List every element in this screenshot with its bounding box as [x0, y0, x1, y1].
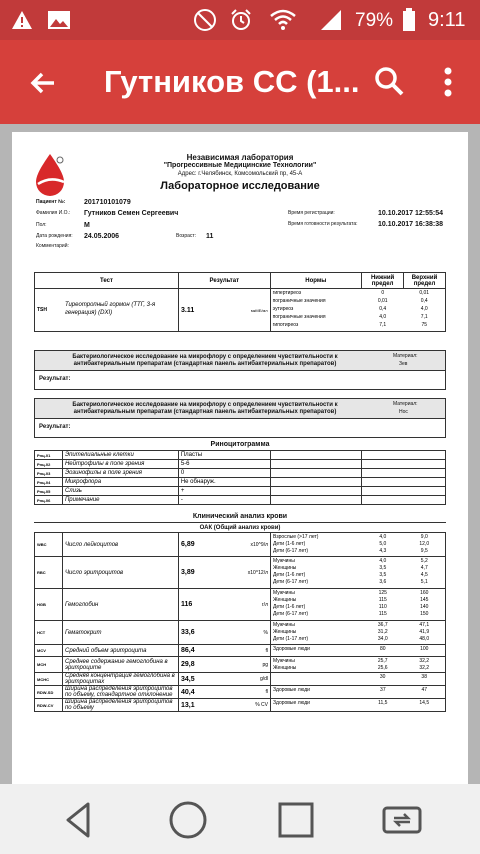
norm-label: Дети (1-17 лет)	[273, 635, 309, 642]
cbc-name: Средний объем эритроцита	[63, 645, 179, 657]
rino-value: Не обнаруж.	[178, 478, 270, 487]
cbc-name: Число лейкоцитов	[63, 533, 179, 557]
battery-percent: 79%	[355, 10, 394, 31]
norm-row	[271, 596, 445, 603]
norm-row	[271, 557, 445, 564]
rino-name: Слизь	[62, 487, 178, 496]
rino-row	[35, 469, 446, 478]
norm-low: 25,6	[377, 664, 388, 671]
cbc-result	[179, 699, 271, 712]
bact2-result-label: Результат:	[39, 424, 71, 430]
norm-row	[271, 610, 445, 617]
norm-label: Дети (6-17 лет)	[273, 578, 309, 585]
cbc-code: RBC	[35, 557, 63, 589]
rino-empty	[270, 496, 362, 505]
cbc-norms-table	[271, 686, 445, 693]
norm-low: 4,0	[379, 557, 387, 564]
patient-name: Гутников Семен Сергеевич	[84, 210, 179, 217]
cbc-row	[35, 589, 446, 621]
norm-high: 4,5	[420, 571, 428, 578]
norm-high: 9,0	[420, 533, 428, 540]
dob-label: Дата рождения:	[36, 233, 73, 239]
rino-table	[34, 450, 446, 505]
norm-low: 3,5	[379, 571, 387, 578]
cbc-row	[35, 645, 446, 657]
norm-label: Женщины	[273, 564, 297, 571]
tsh-test-cell	[35, 289, 179, 332]
norm-low: 34,0	[377, 635, 388, 642]
norm-low: 5,0	[379, 540, 387, 547]
tsh-unit: мкМЕ/мл	[250, 307, 268, 313]
norm-low: 80	[380, 645, 386, 652]
norm-row	[271, 313, 445, 321]
rino-empty	[362, 451, 446, 460]
cbc-norms-table	[271, 533, 445, 554]
norm-low: 115	[378, 596, 387, 603]
norm-low: 3,6	[379, 578, 387, 585]
norm-high: 4,0	[420, 306, 428, 312]
rino-empty	[362, 460, 446, 469]
cbc-row	[35, 699, 446, 712]
tsh-norms-table	[271, 289, 445, 329]
patient-no: 201710101079	[84, 199, 131, 206]
norm-label: пограничные значения	[272, 298, 326, 304]
home-circle-icon[interactable]	[166, 798, 210, 842]
norm-row	[271, 571, 445, 578]
norm-row	[271, 305, 445, 313]
patient-sex: М	[84, 222, 90, 229]
cbc-norms	[271, 621, 446, 645]
norm-row	[271, 297, 445, 305]
norm-low: 4,0	[379, 314, 387, 320]
norm-row	[271, 540, 445, 547]
cbc-unit: fl	[265, 689, 268, 695]
rino-value: Пласты	[178, 451, 270, 460]
norm-label: Взрослые (>17 лет)	[273, 533, 319, 540]
norm-high: 140	[420, 603, 429, 610]
bact1-title: Бактериологическое исследование на микрофлору с определением чувствительности к антибактериальным препаратам (стандартная панель антибактериальных препаратов)	[72, 354, 338, 368]
alarm-icon	[228, 8, 254, 32]
rino-code: Рнц-05	[35, 487, 63, 496]
cbc-value: 13,1	[181, 701, 195, 709]
bact2-material: Нос	[399, 409, 408, 415]
cbc-name: Гематокрит	[63, 621, 179, 645]
cbc-code: RDW-CV	[35, 699, 63, 712]
cbc-row	[35, 673, 446, 686]
rotate-screen-icon[interactable]	[380, 798, 424, 842]
cbc-name: Ширина распределения эритроцитов по объему	[63, 699, 179, 712]
norm-label: Дети (1-6 лет)	[273, 540, 306, 547]
norm-row	[271, 589, 445, 596]
cbc-result	[179, 589, 271, 621]
bact1-result-label: Результат:	[39, 376, 71, 382]
tsh-norms	[271, 289, 445, 329]
cbc-norms-table	[271, 673, 445, 680]
age-label: Возраст:	[176, 233, 197, 239]
norm-row	[271, 547, 445, 554]
norm-label: Здоровые люди	[273, 686, 310, 693]
cbc-unit: % CV	[255, 702, 268, 708]
cbc-unit: pg	[262, 661, 268, 668]
col-high: Верхний предел	[404, 273, 446, 289]
norm-low: 110	[378, 603, 387, 610]
rino-value: -	[178, 496, 270, 505]
more-vert-icon[interactable]	[438, 64, 458, 100]
cbc-value: 29,8	[181, 661, 195, 668]
rino-value: +	[178, 487, 270, 496]
cbc-name: Средняя концентрация гемоглобина в эритроцитах	[63, 673, 179, 686]
norm-label	[271, 673, 362, 680]
rino-name: Эпителиальные клетки	[62, 451, 178, 460]
norm-low: 4,3	[379, 547, 387, 554]
norm-high: 5,2	[420, 557, 428, 564]
cbc-value: 6,89	[181, 541, 195, 548]
clock: 9:11	[428, 9, 466, 31]
norm-low: 115	[378, 610, 387, 617]
document-page	[12, 132, 468, 792]
rino-name: Эозинофилы в поле зрения	[62, 469, 178, 478]
cbc-result	[179, 621, 271, 645]
cbc-name: Среднее содержание гемоглобина в эритроците	[63, 657, 179, 673]
rino-code: Рнц-04	[35, 478, 63, 487]
cbc-name: Число эритроцитов	[63, 557, 179, 589]
cbc-result	[179, 686, 271, 699]
cbc-code: RDW-SD	[35, 686, 63, 699]
recents-square-icon[interactable]	[274, 798, 318, 842]
norm-label: Мужчины	[273, 589, 295, 596]
norm-high: 38	[421, 673, 427, 680]
col-low: Нижний предел	[362, 273, 404, 289]
norm-high: 41,9	[419, 628, 430, 635]
norm-label: Дети (1-6 лет)	[273, 603, 306, 610]
tsh-table	[34, 272, 446, 332]
status-bar	[0, 0, 480, 40]
norm-high: 12,0	[419, 540, 430, 547]
norm-low: 7,1	[379, 322, 387, 328]
norm-row	[271, 699, 445, 706]
search-icon[interactable]	[372, 64, 406, 98]
rino-empty	[362, 469, 446, 478]
cbc-unit: g/dl	[259, 676, 268, 682]
rino-name: Примечание	[62, 496, 178, 505]
navigation-bar	[0, 784, 480, 854]
norm-high: 100	[420, 645, 429, 652]
norm-label: Здоровые люди	[273, 645, 310, 652]
cbc-result	[179, 657, 271, 673]
rino-code: Рнц-03	[35, 469, 63, 478]
norm-high: 48,0	[419, 635, 430, 642]
norm-label: Женщины	[273, 628, 297, 635]
norm-high: 9,5	[420, 547, 428, 554]
norm-row	[271, 603, 445, 610]
norm-row	[271, 645, 445, 652]
patient-label: Пациент №:	[36, 199, 66, 205]
back-triangle-icon[interactable]	[58, 798, 102, 842]
page-title: Гутников СС (1...	[104, 64, 360, 99]
cbc-unit: fl	[265, 647, 268, 654]
rino-row	[35, 487, 446, 496]
cbc-result	[179, 557, 271, 589]
norm-high: 14,5	[419, 699, 430, 706]
norm-row	[271, 628, 445, 635]
rino-code: Рнц-01	[35, 451, 63, 460]
warning-icon	[10, 8, 34, 32]
cbc-code: WBC	[35, 533, 63, 557]
lab-name: Независимая лаборатория	[186, 153, 294, 162]
patient-age: 11	[206, 233, 214, 240]
norm-high: 7,1	[420, 314, 428, 320]
norm-high: 5,1	[420, 578, 428, 585]
norm-high: 150	[420, 610, 429, 617]
norm-row	[271, 533, 445, 540]
cbc-row	[35, 657, 446, 673]
name-label: Фамилия И.О.:	[36, 210, 71, 216]
rino-empty	[270, 460, 362, 469]
cbc-result	[179, 533, 271, 557]
rino-row	[35, 460, 446, 469]
bact1-material: Зев	[399, 361, 408, 367]
cbc-result	[179, 645, 271, 657]
rino-empty	[270, 487, 362, 496]
cbc-norms-table	[271, 699, 445, 706]
tsh-value: 3.11	[180, 306, 195, 314]
bact2-material-label: Материал:	[393, 401, 418, 407]
ready-time: 10.10.2017 16:38:38	[378, 221, 443, 228]
rino-value: 0	[178, 469, 270, 478]
cbc-norms-table	[271, 645, 445, 652]
battery-icon	[400, 8, 418, 32]
rino-row	[35, 496, 446, 505]
norm-label: Дети (1-6 лет)	[273, 571, 306, 578]
rino-code: Рнц-06	[35, 496, 63, 505]
cbc-norms	[271, 533, 446, 557]
cbc-norms-table	[271, 621, 445, 642]
norm-label: гипертиреоз	[272, 290, 302, 296]
cbc-table	[34, 532, 446, 712]
norm-row	[271, 673, 445, 680]
rino-row	[35, 451, 446, 460]
norm-low: 4,0	[379, 533, 387, 540]
norm-high: 75	[421, 322, 428, 328]
norm-low: 31,2	[377, 628, 388, 635]
norm-low: 0	[381, 290, 385, 296]
bact-box-2	[34, 398, 446, 438]
cbc-name: Ширина распределения эритроцитов по объему, стандартное отклонение	[63, 686, 179, 699]
norm-label: Дети (6-17 лет)	[273, 547, 309, 554]
norm-high: 32,2	[419, 657, 430, 664]
bact-box-1	[34, 350, 446, 390]
norm-label: Мужчины	[273, 621, 295, 628]
norm-low: 37	[380, 686, 386, 693]
cbc-row	[35, 686, 446, 699]
col-test: Тест	[35, 273, 179, 289]
back-arrow-icon[interactable]	[26, 66, 60, 100]
norm-low: 3,5	[379, 564, 387, 571]
lab-name-2: "Прогрессивные Медицинские Технологии"	[163, 162, 317, 169]
norm-high: 4,7	[420, 564, 428, 571]
cbc-value: 34,5	[181, 675, 195, 683]
cbc-code: MCHC	[35, 673, 63, 686]
rino-empty	[362, 478, 446, 487]
cbc-value: 33,6	[181, 629, 195, 636]
norm-row	[271, 321, 445, 329]
rino-name: Микрофлора	[62, 478, 178, 487]
col-result: Результат	[178, 273, 270, 289]
cbc-value: 3,89	[181, 569, 195, 576]
norm-row	[271, 664, 445, 671]
norm-label: Женщины	[273, 664, 297, 671]
cbc-subtitle: ОАК (Общий анализ крови)	[199, 525, 281, 531]
rino-row	[35, 478, 446, 487]
cbc-code: MCV	[35, 645, 63, 657]
norm-high: 145	[420, 596, 429, 603]
wifi-icon	[268, 8, 298, 32]
ready-label: Время готовности результата:	[288, 221, 358, 227]
norm-row	[271, 621, 445, 628]
norm-low: 11,5	[378, 699, 388, 706]
image-icon	[46, 8, 72, 32]
norm-label: Мужчины	[273, 657, 295, 664]
cbc-norms	[271, 589, 446, 621]
norm-row	[271, 657, 445, 664]
tsh-norms-cell	[270, 289, 445, 332]
comments-label: Комментарий:	[36, 243, 69, 249]
norm-high: 47	[421, 686, 428, 693]
norm-label: Здоровые люди	[273, 699, 310, 706]
norm-low: 36,7	[377, 621, 388, 628]
sex-label: Пол:	[36, 222, 47, 228]
norm-low: 125	[378, 589, 387, 596]
cbc-norms	[271, 557, 446, 589]
document-viewer[interactable]	[0, 124, 480, 784]
signal-icon	[318, 8, 344, 32]
cbc-result	[179, 673, 271, 686]
rino-empty	[270, 451, 362, 460]
cbc-row	[35, 533, 446, 557]
cbc-norms-table	[271, 589, 445, 617]
norm-low: 30	[379, 673, 386, 680]
norm-row	[271, 578, 445, 585]
norm-high: 47,1	[419, 621, 430, 628]
cbc-value: 116	[181, 601, 193, 608]
rino-empty	[362, 487, 446, 496]
cbc-norms	[271, 657, 446, 673]
norm-high: 0,4	[420, 298, 428, 304]
norm-low: 0,01	[377, 298, 388, 304]
rino-code: Рнц-02	[35, 460, 63, 469]
cbc-unit: %	[263, 629, 268, 636]
reg-time: 10.10.2017 12:55:54	[378, 210, 443, 217]
app-bar	[0, 40, 480, 124]
norm-row	[271, 635, 445, 642]
norm-row	[271, 289, 445, 297]
bact2-title: Бактериологическое исследование на микрофлору с определением чувствительности к антибактериальным препаратам (стандартная панель антибактериальных препаратов)	[72, 402, 338, 416]
cbc-norms	[271, 699, 446, 712]
lab-address: Адрес: г.Челябинск, Комсомольский пр, 45-А	[177, 171, 303, 177]
do-not-disturb-icon	[192, 8, 218, 32]
cbc-unit: x10^12/л	[247, 569, 268, 576]
cbc-unit: x10^9/л	[250, 541, 268, 548]
norm-high: 0,01	[419, 290, 430, 296]
cbc-name: Гемоглобин	[63, 589, 179, 621]
norm-label: Женщины	[273, 596, 297, 603]
cbc-norms-table	[271, 657, 445, 671]
cbc-code: HCT	[35, 621, 63, 645]
norm-low: 25,7	[377, 657, 388, 664]
rino-name: Нейтрофилы в поле зрения	[62, 460, 178, 469]
col-norms: Нормы	[270, 273, 362, 289]
rino-title: Риноцитограмма	[210, 441, 270, 448]
norm-low: 0,4	[379, 306, 387, 312]
norm-label: эутиреоз	[272, 306, 294, 312]
norm-high: 32,2	[419, 664, 430, 671]
tsh-code: TSH	[37, 307, 47, 313]
patient-dob: 24.05.2006	[84, 233, 120, 240]
cbc-code: HGB	[35, 589, 63, 621]
tsh-name: Тиреотропный гормон (ТТГ, 3-я генерация) (DXI)	[65, 302, 156, 316]
norm-row	[271, 686, 445, 693]
norm-label: пограничные значения	[272, 314, 326, 320]
cbc-norms	[271, 645, 446, 657]
cbc-value: 86,4	[181, 647, 195, 654]
norm-high: 160	[420, 589, 429, 596]
cbc-norms	[271, 673, 446, 686]
cbc-norms	[271, 686, 446, 699]
norm-row	[271, 564, 445, 571]
cbc-value: 40,4	[181, 688, 195, 696]
norm-label: Мужчины	[273, 557, 295, 564]
cbc-norms-table	[271, 557, 445, 585]
bact1-material-label: Материал:	[393, 353, 418, 359]
norm-label: гипотиреоз	[272, 322, 299, 328]
cbc-code: MCH	[35, 657, 63, 673]
rino-empty	[270, 469, 362, 478]
reg-label: Время регистрации:	[288, 210, 335, 216]
norm-label: Дети (6-17 лет)	[273, 610, 309, 617]
cbc-title: Клинический анализ крови	[192, 513, 288, 520]
cbc-unit: г/л	[261, 601, 268, 608]
doc-heading: Лабораторное исследование	[160, 180, 320, 192]
rino-value: 5-6	[178, 460, 270, 469]
rino-empty	[362, 496, 446, 505]
cbc-row	[35, 557, 446, 589]
rino-empty	[270, 478, 362, 487]
tsh-result-cell	[178, 289, 270, 332]
cbc-row	[35, 621, 446, 645]
